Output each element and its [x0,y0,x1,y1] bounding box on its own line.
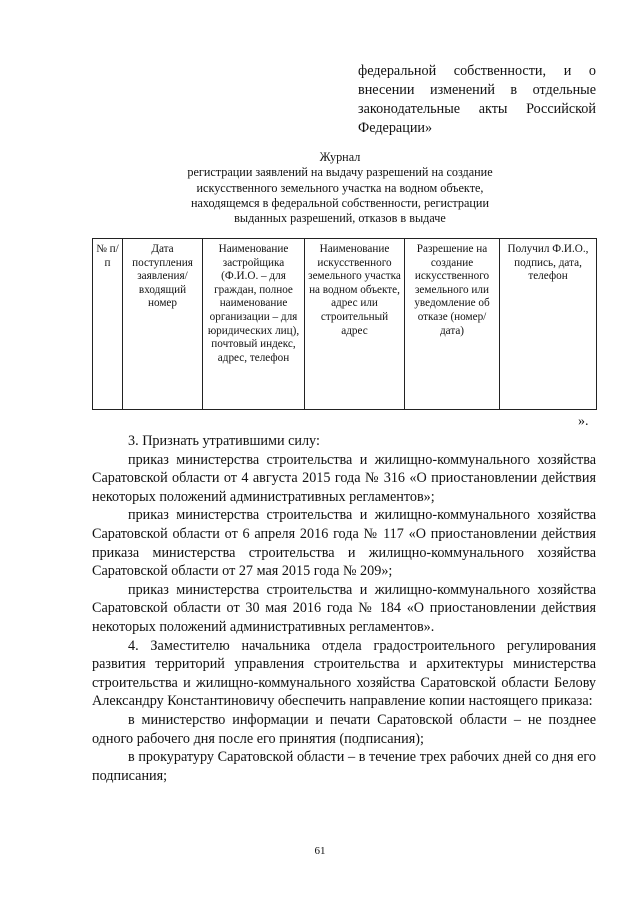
paragraph: в министерство информации и печати Саратовской области – не позднее одного рабочего дня после его принятия (подписания); [92,711,596,747]
body-text [92,432,596,785]
journal-title-line: Журнал [319,150,361,164]
journal-title-line: искусственного земельного участка на водном объекте, [196,180,484,195]
journal-title-line: регистрации заявлений на выдачу разрешений на создание [187,165,493,180]
table-header-cell: Наименование искусственного земельного участка на водном объекте, адрес или строительный адрес [305,239,405,410]
closing-quote: ». [578,414,589,429]
table-header-row [93,239,597,410]
paragraph: 3. Признать утратившими силу: [128,433,320,449]
header-line: Федерации» [358,120,433,136]
journal-title-line: выданных разрешений, отказов в выдаче [234,211,446,226]
table-header-cell: Наименование застройщика (Ф.И.О. – для граждан, полное наименование организации – для юридических лиц), почтовый индекс, адрес, телефон [203,239,305,410]
header-continuation [358,62,596,138]
paragraph: приказ министерства строительства и жилищно-коммунального хозяйства Саратовской области от 30 мая 2016 года № 184 «О приостановлении действия некоторых положений административных регламентов». [92,581,596,635]
paragraph: в прокуратуру Саратовской области – в течение трех рабочих дней со дня его подписания; [92,749,596,784]
table-header-cell: Дата поступления заявления/ входящий номер [123,239,203,410]
header-line: внесении изменений в отдельные [358,82,596,98]
page-number: 61 [314,845,326,857]
journal-title [150,150,530,226]
registration-table [92,238,597,410]
paragraph: приказ министерства строительства и жилищно-коммунального хозяйства Саратовской области от 4 августа 2015 года № 316 «О приостановлении действия некоторых положений административных регламентов»; [92,451,596,505]
table-header-cell: № п/п [93,239,123,410]
table-header-cell: Получил Ф.И.О., подпись, дата, телефон [500,239,597,410]
paragraph: 4. Заместителю начальника отдела градостроительного регулирования развития территорий управления строительства и архитектуры министерства строительства и жилищно-коммунального хозяйства Саратовской области Белову Александру Константиновичу обеспечить направление копии настоящего приказа: [92,637,596,710]
journal-title-line: находящемся в федеральной собственности, регистрации [191,195,489,210]
header-line: федеральной собственности, и о [358,63,596,79]
paragraph: приказ министерства строительства и жилищно-коммунального хозяйства Саратовской области от 6 апреля 2016 года № 117 «О приостановлении действия приказа министерства строительства и жилищно-коммунального хозяйства Саратовской области от 27 мая 2015 года № 209»; [92,507,596,580]
header-line: законодательные акты Российской [358,101,596,117]
table-header-cell: Разрешение на создание искусственного земельного или уведомление об отказе (номер/дата) [405,239,500,410]
